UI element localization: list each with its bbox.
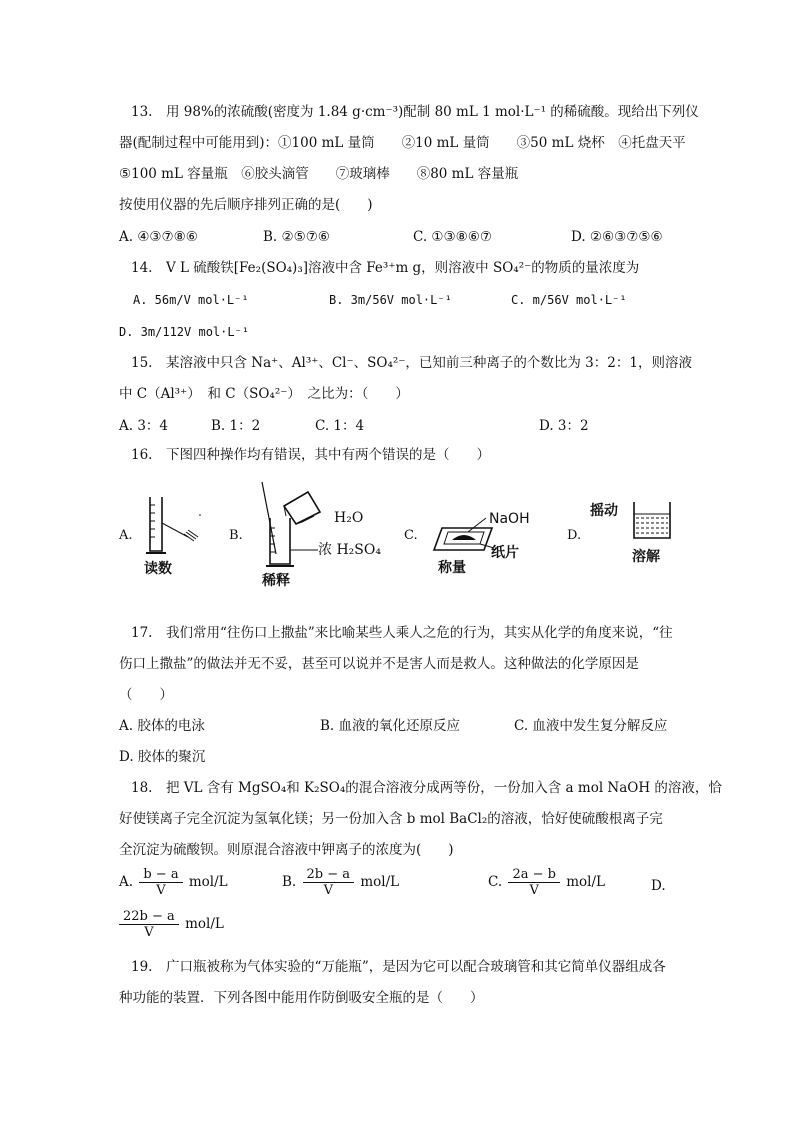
q19-line-1: 19. 广口瓶被称为气体实验的“万能瓶”，是因为它可以配合玻璃管和其它简单仪器组成各	[131, 959, 666, 975]
fig-b-dilution-drawing	[256, 478, 326, 578]
q18-option-b	[282, 868, 399, 897]
q15-option-c: C. 1：4	[315, 418, 365, 434]
fig-c-label-naoh: NaOH	[489, 511, 530, 527]
q18-option-b-numerator: 2b − a	[303, 868, 355, 883]
fig-d-letter: D.	[567, 528, 582, 543]
fig-b-caption: 稀释	[262, 573, 290, 589]
q17-option-b: B. 血液的氧化还原反应	[320, 718, 461, 734]
q15-line-1: 15. 某溶液中只含 Na⁺、Al³⁺、Cl⁻、SO₄²⁻，已知前三种离子的个数比为 3：2：1，则溶液	[131, 355, 692, 371]
q16-line-1: 16. 下图四种操作均有错误，其中有两个错误的是（ ）	[131, 447, 490, 463]
q14-line-1: 14. V L 硫酸铁[Fe₂(SO₄)₃]溶液中含 Fe³⁺m g，则溶液中 SO₄²⁻的物质的量浓度为	[131, 260, 640, 276]
q18-option-b-unit: mol/L	[360, 874, 400, 890]
q13-option-a: A. ④③⑦⑧⑥	[119, 229, 198, 245]
q18-option-a-letter: A.	[119, 874, 134, 890]
fig-d-label-shake: 摇动	[590, 503, 618, 519]
q18-option-c-fraction	[508, 868, 560, 897]
q15-option-d: D. 3：2	[539, 418, 589, 434]
q19-line-2: 种功能的装置．下列各图中能用作防倒吸安全瓶的是（ ）	[119, 990, 484, 1006]
q18-option-c	[488, 868, 605, 897]
q18-option-d-numerator: 22b − a	[119, 910, 179, 925]
q18-option-c-numerator: 2a − b	[508, 868, 560, 883]
q18-option-a-unit: mol/L	[188, 874, 228, 890]
q17-line-2: 伤口上撒盐”的做法并无不妥，甚至可以说并不是害人而是救人。这种做法的化学原因是	[119, 656, 639, 672]
q18-option-d-letter: D.	[651, 878, 666, 894]
fig-a-cylinder-drawing	[140, 495, 210, 565]
q17-option-a: A. 胶体的电泳	[119, 718, 205, 734]
q15-line-2: 中 C（Al³⁺） 和 C（SO₄²⁻） 之比为：（ ）	[119, 386, 409, 402]
fig-b-label-acid: 浓 H₂SO₄	[318, 542, 381, 558]
q17-line-1: 17. 我们常用“往伤口上撒盐”来比喻某些人乘人之危的行为，其实从化学的角度来说，“往	[131, 625, 673, 641]
q18-option-c-unit: mol/L	[566, 874, 606, 890]
q18-option-a	[119, 868, 228, 897]
q15-option-b: B. 1：2	[211, 418, 261, 434]
q18-option-b-letter: B.	[282, 874, 297, 890]
fig-c-letter: C.	[404, 528, 418, 543]
fig-b-label-water: H₂O	[334, 510, 364, 526]
q18-option-b-fraction	[303, 868, 355, 897]
fig-d-caption: 溶解	[632, 549, 660, 565]
q18-option-c-letter: C.	[488, 874, 503, 890]
q18-option-c-denominator: V	[529, 883, 539, 898]
fig-a-caption: 读数	[144, 561, 172, 577]
q18-option-a-fraction	[139, 868, 182, 897]
q13-line-1: 13. 用 98%的浓硫酸(密度为 1.84 g·cm⁻³)配制 80 mL 1 mol·L⁻¹ 的稀硫酸。现给出下列仪	[131, 104, 699, 120]
q14-option-b: B. 3m/56V mol·L⁻¹	[329, 293, 452, 307]
fig-a-letter: A.	[119, 528, 133, 543]
fig-c-caption: 称量	[438, 560, 466, 576]
q18-option-d	[119, 910, 224, 939]
q18-line-1: 18. 把 VL 含有 MgSO₄和 K₂SO₄的混合溶液分成两等份，一份加入含 a mol NaOH 的溶液，恰	[131, 780, 722, 796]
q18-option-d-fraction	[119, 910, 179, 939]
q13-option-b: B. ②⑤⑦⑥	[263, 229, 330, 245]
q13-line-3: ⑤100 mL 容量瓶 ⑥胶头滴管 ⑦玻璃棒 ⑧80 mL 容量瓶	[119, 166, 519, 182]
q13-option-c: C. ①③⑧⑥⑦	[413, 229, 492, 245]
fig-b-pointer-line	[290, 547, 320, 553]
q14-option-c: C. m/56V mol·L⁻¹	[511, 293, 627, 307]
q17-option-c: C. 血液中发生复分解反应	[514, 718, 668, 734]
q13-line-2: 器(配制过程中可能用到)：①100 mL 量筒 ②10 mL 量筒 ③50 mL 烧杯 ④托盘天平	[119, 135, 686, 151]
q13-option-d: D. ②⑥③⑦⑤⑥	[571, 229, 663, 245]
fig-d-beaker-drawing	[630, 500, 674, 542]
q17-line-3: （ ）	[119, 687, 173, 703]
q18-option-d-unit: mol/L	[185, 916, 224, 932]
fig-c-balance-drawing	[428, 508, 498, 554]
q13-line-4: 按使用仪器的先后顺序排列正确的是( )	[119, 197, 373, 213]
q18-option-d-denominator: V	[144, 925, 154, 940]
q18-option-b-denominator: V	[323, 883, 333, 898]
q18-line-3: 全沉淀为硫酸钡。则原混合溶液中钾离子的浓度为( )	[119, 842, 454, 858]
fig-c-label-paper: 纸片	[491, 545, 519, 561]
q18-option-a-numerator: b − a	[139, 868, 182, 883]
q14-option-d: D. 3m/112V mol·L⁻¹	[119, 325, 250, 339]
q14-option-a: A. 56m/V mol·L⁻¹	[133, 293, 249, 307]
q15-option-a: A. 3：4	[119, 418, 169, 434]
fig-b-letter: B.	[229, 528, 243, 543]
q18-line-2: 好使镁离子完全沉淀为氢氧化镁；另一份加入含 b mol BaCl₂的溶液，恰好使硫酸根离子完	[119, 811, 663, 827]
q18-option-a-denominator: V	[156, 883, 166, 898]
q17-option-d: D. 胶体的聚沉	[119, 749, 206, 765]
